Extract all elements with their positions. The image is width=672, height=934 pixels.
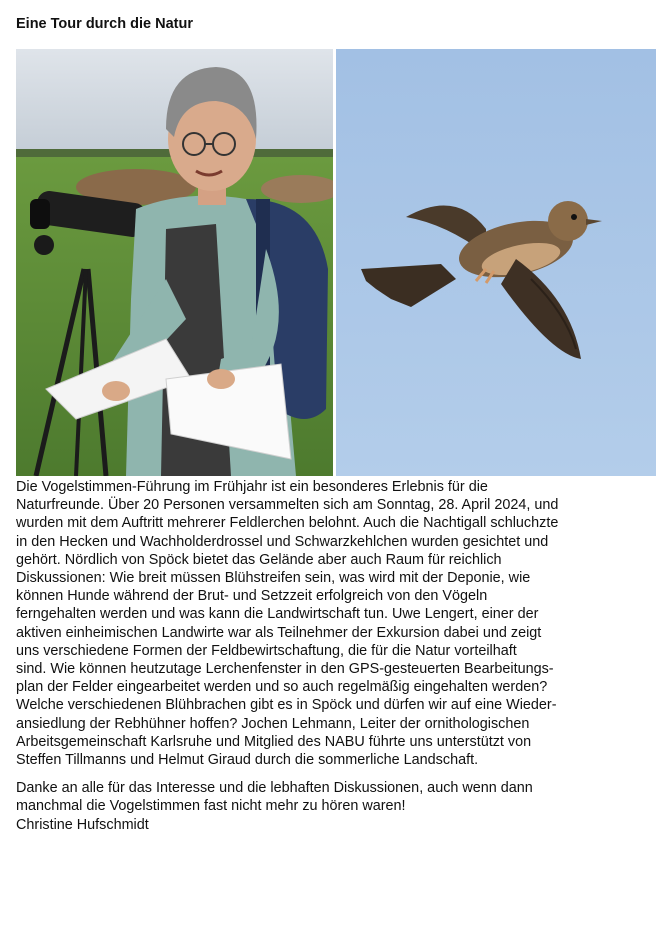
text-line: aktiven einheimischen Landwirte war als Teilnehmer der Exkursion dabei und zeigt [16,624,542,641]
text-line: Welche verschiedenen Blühbrachen gibt es in Spöck und dürfen wir auf eine Wieder- [16,697,557,714]
text-line: plan der Felder eingearbeitet werden und so auch regelmäßig eingehalten werden? [16,679,548,696]
text-line: Diskussionen: Wie breit müssen Blühstreifen sein, was wird mit der Deponie, wie [16,570,531,587]
text-line: Arbeitsgemeinschaft Karlsruhe und Mitglied des NABU führte uns unterstützt von [16,733,532,750]
text-line: sind. Wie können heutzutage Lerchenfenster in den GPS-gesteuerten Bearbeitungs- [16,661,554,678]
text-line: in den Hecken und Wachholderdrossel und Schwarzkehlchen wurden gesichtet und [16,533,549,550]
paragraph-gap [16,769,666,779]
text-line: Steffen Tillmanns und Helmut Giraud durch die sommerliche Landschaft. [16,752,479,769]
text-line: uns verschiedene Formen der Feldbewirtschaftung, die für die Natur vorteilhaft [16,642,517,659]
article-body [16,478,666,834]
article-paragraph-main [16,478,666,769]
text-line: manchmal die Vogelstimmen fast nicht mehr zu hören waren! [16,798,406,815]
text-line: ansiedlung der Rebhühner hoffen? Jochen Lehmann, Leiter der ornithologischen [16,715,530,732]
article-title: Eine Tour durch die Natur [16,16,193,32]
text-line: wurden mit dem Auftritt mehrerer Feldlerchen belohnt. Auch die Nachtigall schluchzte [16,515,559,532]
author-signature: Christine Hufschmidt [16,816,149,833]
text-line: gehört. Nördlich von Spöck bietet das Gelände aber auch Raum für reichlich [16,551,502,568]
photo-guide-with-scope [16,49,333,476]
text-line: Die Vogelstimmen-Führung im Frühjahr ist ein besonderes Erlebnis für die [16,479,488,495]
guide-illustration [16,49,333,476]
text-line: Naturfreunde. Über 20 Personen versammelten sich am Sonntag, 28. April 2024, und [16,497,559,514]
text-line: ferngehalten werden und was kann die Landwirtschaft tun. Uwe Lengert, einer der [16,606,539,623]
photo-skylark [336,49,656,476]
text-line: Danke an alle für das Interesse und die lebhaften Diskussionen, auch wenn dann [16,780,533,797]
skylark-illustration [336,49,656,476]
text-line: können Hunde während der Brut- und Setzzeit erfolgreich von den Vögeln [16,588,488,605]
article-paragraph-closing [16,779,666,815]
